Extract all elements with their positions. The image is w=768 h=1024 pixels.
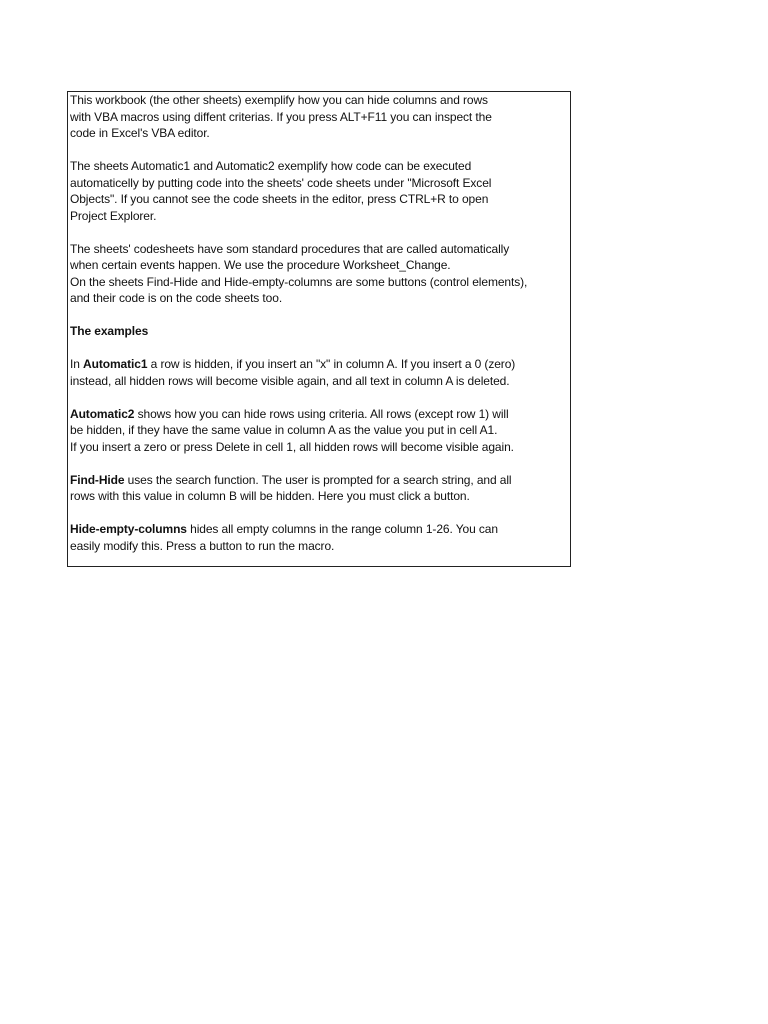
example-text: uses the search function. The user is prompted for a search string, and all: [124, 472, 512, 487]
text-line: with VBA macros using diffent criterias. If you press ALT+F11 you can inspect the: [70, 109, 492, 124]
examples-heading: The examples: [70, 324, 149, 338]
codesheets-paragraph: [70, 241, 568, 307]
text-line: [70, 472, 568, 489]
example-automatic2: [70, 406, 568, 456]
text-line: Project Explorer.: [70, 208, 157, 223]
example-term: Automatic2: [70, 406, 135, 421]
example-term: Find-Hide: [70, 472, 125, 487]
text-line: This workbook (the other sheets) exemplify how you can hide columns and rows: [70, 93, 488, 107]
text-line: Objects". If you cannot see the code sheets in the editor, press CTRL+R to open: [70, 192, 489, 206]
text-line: easily modify this. Press a button to run the macro.: [70, 538, 335, 553]
text-line: code in Excel's VBA editor.: [70, 126, 210, 140]
example-hide-empty-columns: [70, 521, 568, 554]
text-line: and their code is on the code sheets too.: [70, 291, 283, 305]
instructions-text-box: [67, 91, 571, 567]
example-find-hide: [70, 472, 568, 505]
text-line: [70, 521, 568, 538]
example-automatic1: [70, 356, 568, 389]
text-line: automaticelly by putting code into the sheets' code sheets under "Microsoft Excel: [70, 175, 492, 190]
example-term: Hide-empty-columns: [70, 522, 187, 536]
text-line: The sheets' codesheets have som standard procedures that are called automatically: [70, 241, 510, 256]
text-line: [70, 406, 568, 423]
text-line: If you insert a zero or press Delete in cell 1, all hidden rows will become visible again.: [70, 439, 514, 454]
text-line: when certain events happen. We use the procedure Worksheet_Change.: [70, 258, 451, 272]
text-line: [70, 356, 568, 373]
example-prefix: In: [70, 357, 84, 371]
automatic-sheets-paragraph: [70, 158, 568, 224]
example-text: hides all empty columns in the range column 1-26. You can: [186, 522, 498, 536]
text-line: The sheets Automatic1 and Automatic2 exemplify how code can be executed: [70, 159, 472, 173]
text-line: instead, all hidden rows will become visible again, and all text in column A is deleted.: [70, 373, 510, 388]
example-text: shows how you can hide rows using criteria. All rows (except row 1) will: [134, 406, 509, 421]
text-line: On the sheets Find-Hide and Hide-empty-columns are some buttons (control elements),: [70, 274, 528, 289]
text-line: rows with this value in column B will be hidden. Here you must click a button.: [70, 489, 470, 503]
text-line: be hidden, if they have the same value in column A as the value you put in cell A1.: [70, 423, 498, 437]
intro-paragraph: [70, 92, 568, 142]
example-text: a row is hidden, if you insert an "x" in column A. If you insert a 0 (zero): [147, 357, 516, 371]
example-term: Automatic1: [83, 357, 148, 371]
